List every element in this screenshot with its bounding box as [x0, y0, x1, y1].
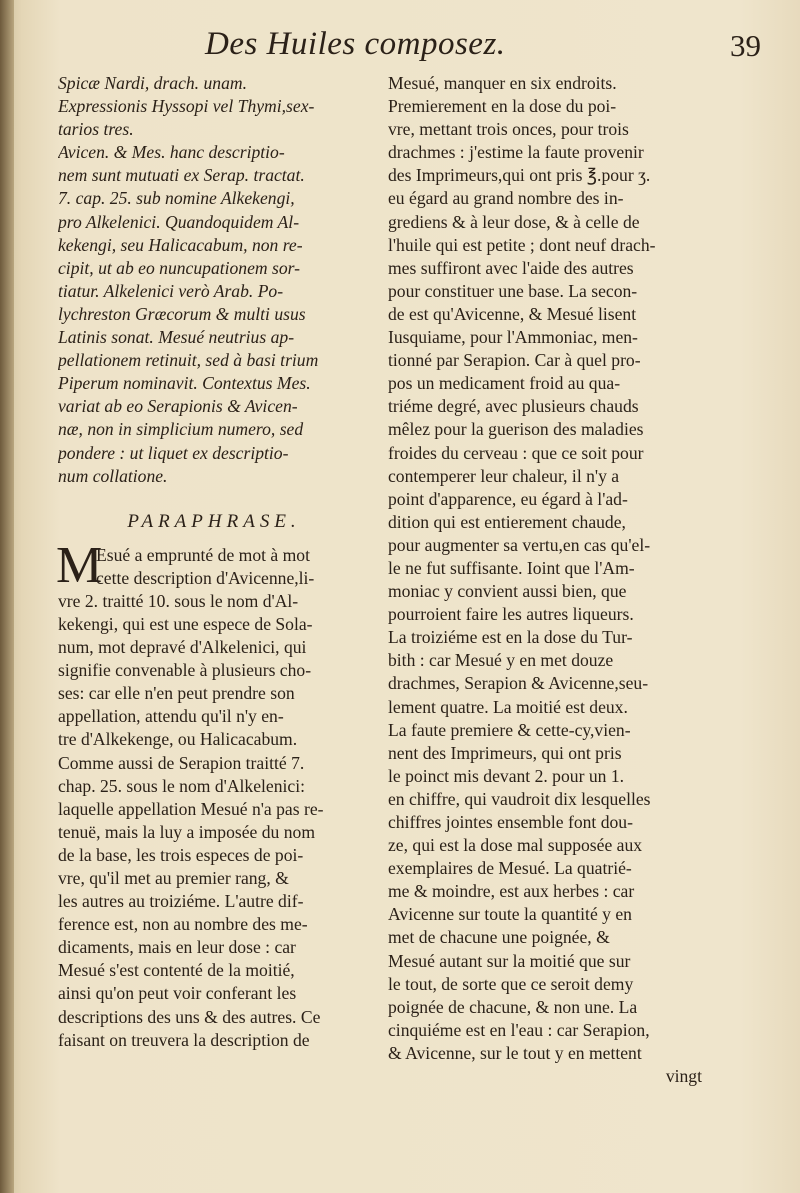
text-line: ainsi qu'on peut voir conferant les — [58, 983, 297, 1004]
text-line: en chiffre, qui vaudroit dix lesquelles — [388, 788, 651, 809]
text-line: froides du cerveau : que ce soit pour — [388, 442, 644, 463]
text-line: tionné par Serapion. Car à quel pro- — [388, 350, 641, 371]
text-line: chiffres jointes ensemble font dou- — [388, 812, 633, 832]
text-line: kekengi, seu Halicacabum, non re- — [58, 234, 303, 255]
paraphrase-text — [58, 590, 370, 1052]
text-line: ference est, non au nombre des me- — [58, 914, 308, 935]
text-line: 7. cap. 25. sub nomine Alkekengi, — [58, 188, 295, 209]
text-line: Latinis sonat. Mesué neutrius ap- — [58, 327, 295, 348]
text-line: l'huile qui est petite ; dont neuf drach- — [388, 234, 656, 255]
text-line: & Avicenne, sur le tout y en mettent — [388, 1042, 642, 1063]
text-line: bith : car Mesué y en met douze — [388, 650, 614, 671]
text-line: point d'apparence, eu égard à l'ad- — [388, 488, 628, 509]
text-line: eu égard au grand nombre des in- — [388, 188, 624, 209]
text-line: pourroient faire les autres liqueurs. — [388, 604, 634, 625]
text-line: num collatione. — [58, 465, 168, 486]
text-line: lement quatre. La moitié est deux. — [388, 696, 628, 717]
paraphrase-first-lines — [56, 536, 370, 594]
text-line: tenuë, mais la luy a imposée du nom — [58, 821, 316, 842]
text-line: de la base, les trois especes de poi- — [58, 844, 304, 865]
text-line: Premierement en la dose du poi- — [388, 96, 617, 117]
text-line: Iusquiame, pour l'Ammoniac, men- — [388, 327, 638, 348]
text-line: le ne fut suffisante. Ioint que l'Am- — [388, 557, 635, 578]
text-line: laquelle appellation Mesué n'a pas re- — [58, 798, 324, 819]
text-line: num, mot depravé d'Alkelenici, qui — [58, 637, 307, 658]
text-line: le tout, de sorte que ce seroit demy — [388, 973, 634, 994]
text-line: pos un medicament froid au qua- — [388, 373, 621, 394]
text-line: lychreston Græcorum & multi usus — [58, 303, 306, 324]
text-line: mes suffiront avec l'aide des autres — [388, 257, 634, 278]
text-line: Comme aussi de Serapion traitté 7. — [58, 752, 305, 773]
text-line: pellationem retinuit, sed à basi trium — [58, 350, 319, 371]
text-line: kekengi, qui est une espece de Sola- — [58, 613, 313, 634]
drop-cap: M — [56, 536, 103, 594]
text-line: Expressionis Hyssopi vel Thymi,sex- — [58, 96, 315, 117]
running-title: Des Huiles composez. — [205, 26, 506, 62]
paraphrase-opening — [56, 536, 370, 594]
text-line: ses: car elle n'en peut prendre son — [58, 683, 295, 704]
text-line: næ, non in simplicium numero, sed — [58, 419, 304, 440]
text-line: Esué a emprunté de mot à mot — [96, 544, 310, 565]
text-line: mêlez pour la guerison des maladies — [388, 419, 644, 440]
text-line: vre, mettant trois onces, pour trois — [388, 119, 629, 140]
text-line: Avicenne sur toute la quantité y en — [388, 904, 632, 925]
text-line: cinquiéme est en l'eau : car Serapion, — [388, 1019, 650, 1040]
text-line: Mesué autant sur la moitié que sur — [388, 950, 631, 971]
text-line: moniac y convient aussi bien, que — [388, 581, 627, 602]
text-line: des Imprimeurs,qui ont pris ℥.pour ʒ. — [388, 165, 651, 186]
text-line: chap. 25. sous le nom d'Alkelenici: — [58, 775, 305, 796]
page-header — [0, 22, 800, 72]
text-line: signifie convenable à plusieurs cho- — [58, 660, 312, 681]
text-line: Mesué, manquer en six endroits. — [388, 73, 617, 93]
text-line: le poinct mis devant 2. pour un 1. — [388, 765, 625, 786]
text-line: nem sunt mutuati ex Serap. tractat. — [58, 165, 305, 186]
text-line: triéme degré, avec plusieurs chauds — [388, 396, 639, 417]
catchword: vingt — [665, 1066, 702, 1087]
text-line: La faute premiere & cette-cy,vien- — [388, 719, 631, 740]
right-column-text — [388, 72, 710, 1065]
latin-recipe-text — [58, 72, 370, 488]
text-line: tarios tres. — [58, 119, 134, 140]
paraphrase-title: PARAPHRASE. — [127, 510, 301, 532]
text-line: cipit, ut ab eo nuncupationem sor- — [58, 257, 301, 278]
text-line: La troiziéme est en la dose du Tur- — [388, 627, 633, 648]
text-line: pour constituer une base. La secon- — [388, 280, 638, 301]
text-line: me & moindre, est aux herbes : car — [388, 881, 635, 902]
text-line: vre, qu'il met au premier rang, & — [58, 868, 289, 888]
text-line: ze, qui est la dose mal supposée aux — [388, 835, 643, 856]
text-line: cette description d'Avicenne,li- — [96, 567, 315, 588]
text-line: poignée de chacune, & non une. La — [388, 996, 638, 1017]
text-line: grediens & à leur dose, & à celle de — [388, 211, 640, 232]
left-column — [58, 72, 370, 1052]
page-number: 39 — [730, 28, 761, 63]
text-line: Spicæ Nardi, drach. unam. — [58, 73, 247, 93]
text-line: pondere : ut liquet ex descriptio- — [58, 442, 289, 463]
text-line: drachmes : j'estime la faute provenir — [388, 142, 644, 163]
text-line: vre 2. traitté 10. sous le nom d'Al- — [58, 590, 299, 611]
text-line: faisant on treuvera la description de — [58, 1029, 310, 1050]
text-line: variat ab eo Serapionis & Avicen- — [58, 396, 298, 417]
text-line: tiatur. Alkelenici verò Arab. Po- — [58, 280, 284, 301]
text-line: nent des Imprimeurs, qui ont pris — [388, 742, 622, 763]
text-line: dition qui est entierement chaude, — [388, 511, 626, 532]
text-line: Mesué s'est contenté de la moitié, — [58, 960, 295, 981]
text-line: Piperum nominavit. Contextus Mes. — [58, 373, 311, 394]
right-column — [388, 72, 710, 1088]
text-line: drachmes, Serapion & Avicenne,seu- — [388, 673, 649, 694]
page-gutter — [0, 0, 14, 1193]
text-line: Avicen. & Mes. hanc descriptio- — [58, 142, 285, 163]
text-line: met de chacune une poignée, & — [388, 927, 610, 948]
text-line: pro Alkelenici. Quandoquidem Al- — [58, 211, 300, 232]
text-line: pour augmenter sa vertu,en cas qu'el- — [388, 534, 651, 555]
text-line: appellation, attendu qu'il n'y en- — [58, 706, 284, 727]
text-line: de est qu'Avicenne, & Mesué lisent — [388, 303, 637, 324]
text-line: descriptions des uns & des autres. Ce — [58, 1006, 321, 1027]
text-line: tre d'Alkekenge, ou Halicacabum. — [58, 729, 298, 750]
text-line: exemplaires de Mesué. La quatrié- — [388, 858, 632, 879]
text-line: les autres au troiziéme. L'autre dif- — [58, 891, 304, 912]
text-line: contemperer leur chaleur, il n'y a — [388, 465, 620, 486]
text-line: dicaments, mais en leur dose : car — [58, 937, 296, 958]
